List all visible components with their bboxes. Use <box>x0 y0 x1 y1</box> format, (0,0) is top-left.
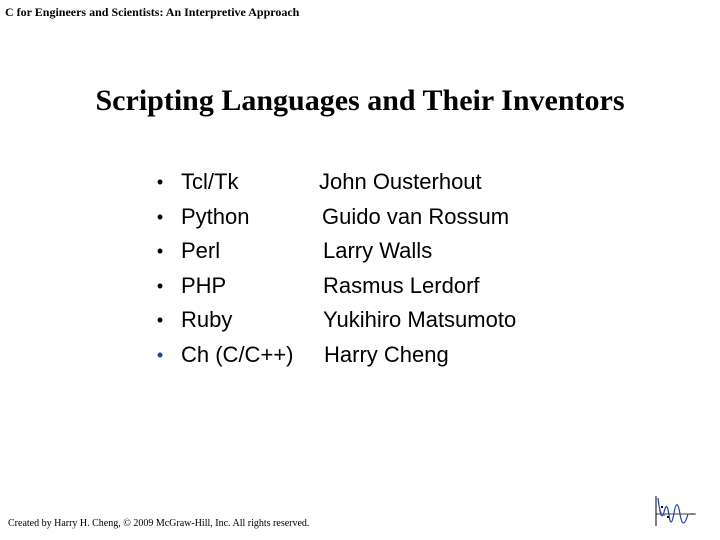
language-name: Tcl/Tk <box>181 169 239 194</box>
inventor-name: Larry Walls <box>323 238 433 264</box>
inventor-name: John Ousterhout <box>319 169 482 194</box>
copyright-footer: Created by Harry H. Cheng, © 2009 McGraw-Hill, Inc. All rights reserved. <box>8 518 310 529</box>
language-name: Ch (C/C++) <box>181 341 294 367</box>
bullet-icon: • <box>156 310 164 331</box>
inventor-name: Yukihiro Matsumoto <box>323 307 517 333</box>
language-name: Python <box>181 203 250 229</box>
bullet-icon: • <box>156 241 164 262</box>
language-name: Ruby <box>181 307 233 333</box>
bullet-icon: • <box>156 172 164 192</box>
bullet-icon: • <box>156 275 164 296</box>
language-name: Perl <box>181 238 221 264</box>
slide-title: Scripting Languages and Their Inventors <box>95 84 625 117</box>
ch-signal-logo-icon <box>652 494 698 528</box>
bullet-icon: • <box>156 344 164 365</box>
inventor-name: Guido van Rossum <box>322 203 510 229</box>
bullet-icon: • <box>156 206 164 227</box>
language-name: PHP <box>181 272 227 298</box>
course-header: C for Engineers and Scientists: An Interpretive Approach <box>5 5 300 19</box>
inventor-name: Harry Cheng <box>324 341 449 367</box>
inventor-name: Rasmus Lerdorf <box>323 272 480 298</box>
